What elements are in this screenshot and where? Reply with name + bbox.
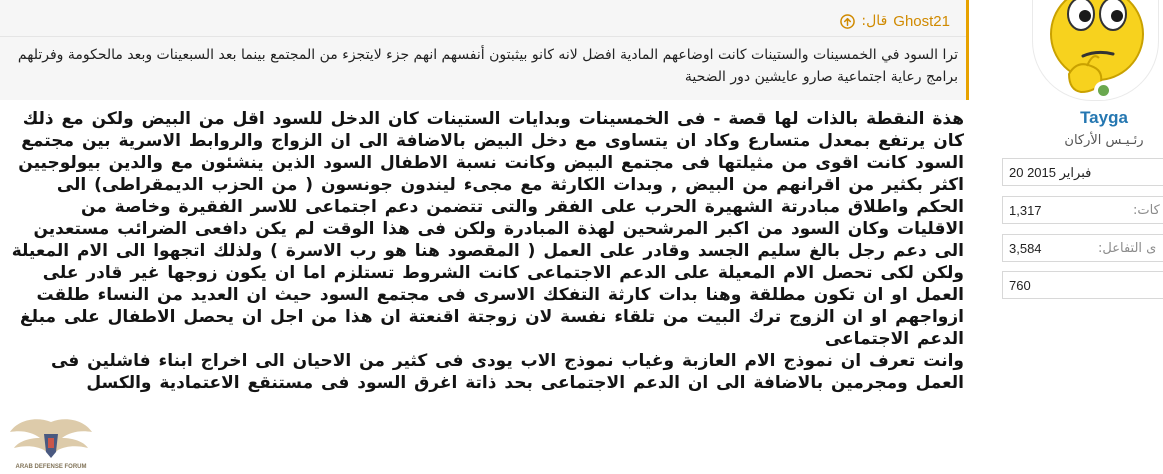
- forum-eagle-logo: [6, 412, 96, 474]
- post-body: [8, 108, 964, 394]
- stat-value: 760: [1009, 278, 1031, 293]
- quote-divider: [0, 36, 966, 37]
- stat-label: ى التفاعل:: [1098, 241, 1157, 256]
- arrow-up-circle-icon[interactable]: [840, 14, 855, 29]
- stat-reactions: [1002, 234, 1163, 262]
- stat-messages: [1002, 196, 1163, 224]
- post-paragraph: وانت تعرف ان نموذج الام العازبة وغياب نموذج الاب يودى فى كثير من الاحيان الى اخراج ابناء فاشلين فى العمل ومجرمين بالاضافة الى ان الدعم الاجتماعى بحد ذاتة اغرق السود فى مستنقع الاعتمادية والكسل: [50, 351, 964, 393]
- stat-value: 20 فبراير 2015: [1009, 165, 1092, 180]
- online-status-icon: [1094, 81, 1113, 100]
- stat-joined: [1002, 158, 1163, 186]
- quote-text: ترا السود في الخمسينات والستينات كانت اوضاعهم المادية افضل لانه كانو بيثبتون أنفسهم انهم جزء لايتجزء من المجتمع بينما بعد السبعينات وبعد مالحكومة وفرتلهم برامج رعاية اجتماعية صارو عايشين دور الضحية: [17, 47, 958, 85]
- user-title: رئـيـس الأركان: [1064, 133, 1144, 148]
- stat-points: [1002, 271, 1163, 299]
- stat-value: 1,317: [1009, 203, 1042, 218]
- quote-author[interactable]: Ghost21: [893, 12, 950, 30]
- watermark-text: ARAB DEFENSE FORUM: [15, 464, 87, 470]
- post-paragraph: هذة النقطة بالذات لها قصة - فى الخمسينات وبدايات الستينات كان الدخل للسود اقل من البيض ولكن مع ذلك كان يرتفع بمعدل متسارع وكاد ان يتساوى مع دخل البيض بالاضافة الى ان الزواج والروابط الاسرية بين مجتمع السود كانت اقوى من مثيلتها فى مجتمع البيض وكانت نسبة الاطفال السود الذين ينشئون مع والدين بيولوجيين اكثر بكثير من اقرانهم من البيض , وبدات الكارثة مع مجىء ليندون جونسون ( من الحزب الديمقراطى) الى الحكم واطلاق مبادرتة الشهيرة الحرب على الفقر والتى تتضمن دعم اجتماعى للاسر الفقيرة وخاصة من الاقليات وكان السود من اكبر المرشحين لهذة المبادرة ولكن فى هذا الوقت لم يكن دافعى الضرائب مستعدين الى دعم رجل بالغ سليم الجسد وقادر على العمل ( المقصود هنا هو رب الاسرة ) ولذلك اتجهوا الى الام المعيلة ولكن لكى تحصل الام المعيلة على الدعم الاجتماعى كانت الشروط تستلزم اما ان يكون زوجها غير قادر على العمل او ان تكون مطلقة وهنا بدات كارثة التفكك الاسرى فى مجتمع السود حيث ان العديد من النساء طلقت ازواجهم او ان الزوج ترك البيت من تلقاء نفسة لان زوجتة اقنعتة ان هذا من اجل ان يحصل الاطفال على مبلغ الدعم الاجتماعى: [11, 109, 964, 349]
- quote-said-label: قال:: [861, 13, 888, 29]
- stat-label: كات:: [1133, 203, 1160, 218]
- quote-block: [0, 0, 969, 100]
- quote-header: [840, 10, 950, 32]
- user-sidebar: [994, 0, 1163, 474]
- stat-value: 3,584: [1009, 241, 1042, 256]
- username[interactable]: Tayga: [1080, 108, 1128, 127]
